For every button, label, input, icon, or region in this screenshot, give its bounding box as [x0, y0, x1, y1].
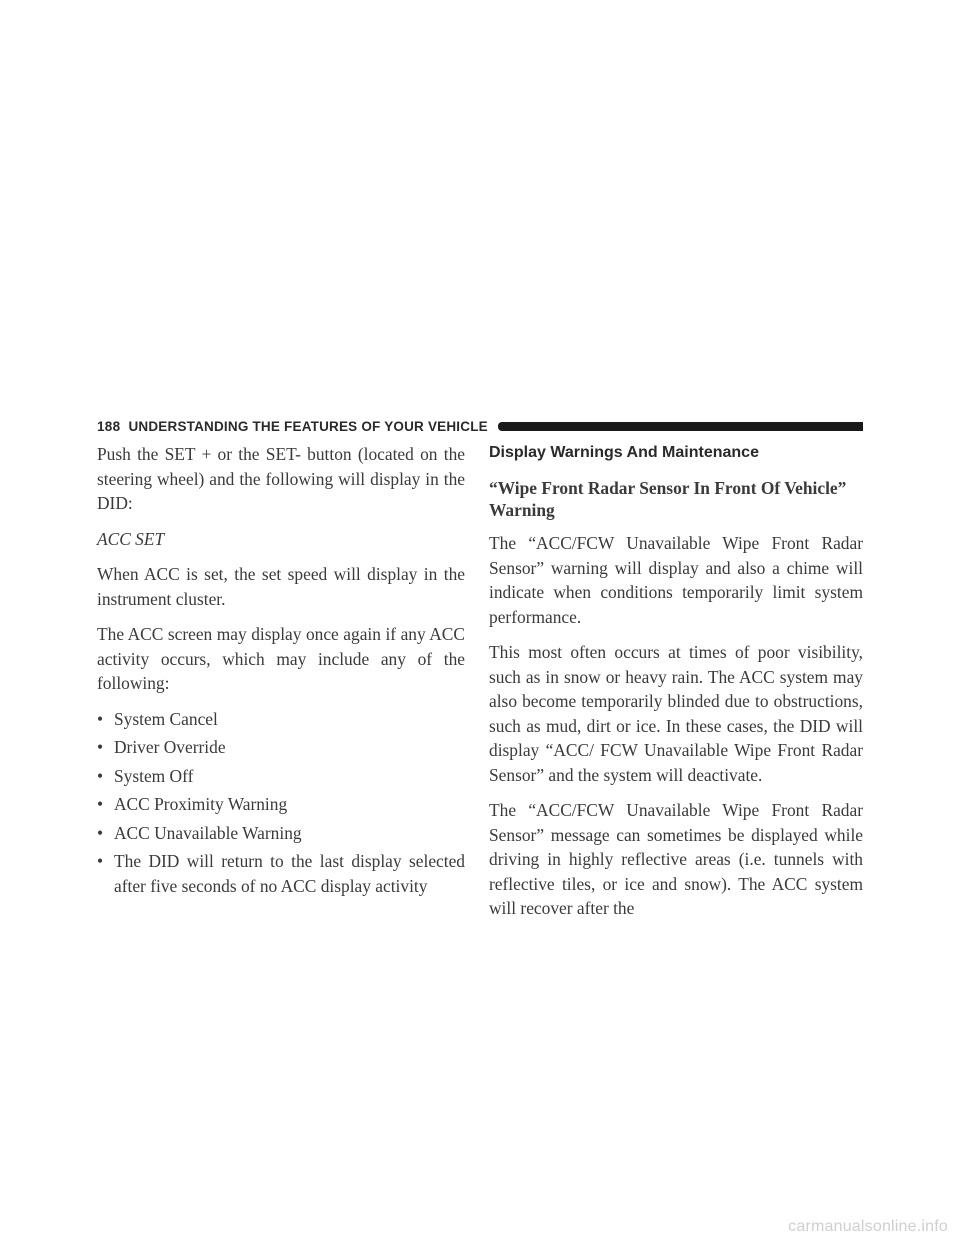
list-item-text: ACC Proximity Warning [114, 794, 288, 814]
reflective-paragraph: The “ACC/FCW Unavailable Wipe Front Radar Sensor” message can sometimes be displayed while driving in highly reflective areas (i.e. tunnels with reflective tiles, or ice and snow). The ACC system will recover after the [489, 800, 863, 918]
list-item [97, 849, 465, 898]
section-heading: Display Warnings And Maintenance [489, 444, 759, 461]
list-item-text: ACC Unavailable Warning [114, 822, 302, 843]
list-item-text: Driver Override [114, 737, 226, 757]
intro-paragraph: Push the SET + or the SET- button (located on the steering wheel) and the following will display in the DID: [97, 444, 465, 513]
list-item-text: System Off [114, 765, 194, 786]
list-item [97, 792, 465, 817]
sub-heading: “Wipe Front Radar Sensor In Front Of Vehicle” Warning [489, 478, 847, 520]
list-item [97, 735, 465, 760]
visibility-paragraph: This most often occurs at times of poor visibility, such as in snow or heavy rain. The ACC system may also become temporarily blinded due to obstructions, such as mud, dirt or ice. In these cases, the DID will display “ACC/ FCW Unavailable Wipe Front Radar Sensor” and the system will deactivate. [489, 642, 863, 785]
bullet-icon: • [97, 851, 104, 871]
bullet-icon: • [97, 822, 104, 843]
header-rule [498, 422, 863, 431]
bullet-icon: • [97, 794, 104, 814]
watermark: carmanualsonline.info [788, 1218, 948, 1235]
activity-list [97, 707, 465, 899]
right-column [489, 442, 863, 932]
bullet-icon: • [97, 708, 104, 729]
activity-paragraph: The ACC screen may display once again if any ACC activity occurs, which may include any of the following: [97, 624, 465, 693]
list-item-text: The DID will return to the last display selected after five seconds of no ACC display activity [114, 851, 465, 896]
bullet-icon: • [97, 765, 104, 786]
left-column [97, 442, 465, 902]
acc-set-label: ACC SET [97, 528, 165, 549]
list-item [97, 707, 465, 732]
acc-set-paragraph: When ACC is set, the set speed will display in the instrument cluster. [97, 564, 465, 609]
warning-paragraph: The “ACC/FCW Unavailable Wipe Front Radar Sensor” warning will display and also a chime will indicate when conditions temporarily limit system performance. [489, 533, 863, 627]
list-item [97, 764, 465, 789]
page-number: 188 [97, 418, 121, 434]
bullet-icon: • [97, 737, 104, 757]
chapter-title: UNDERSTANDING THE FEATURES OF YOUR VEHICLE [128, 418, 488, 434]
page-header [97, 417, 863, 435]
list-item-text: System Cancel [114, 708, 218, 729]
list-item [97, 821, 465, 846]
